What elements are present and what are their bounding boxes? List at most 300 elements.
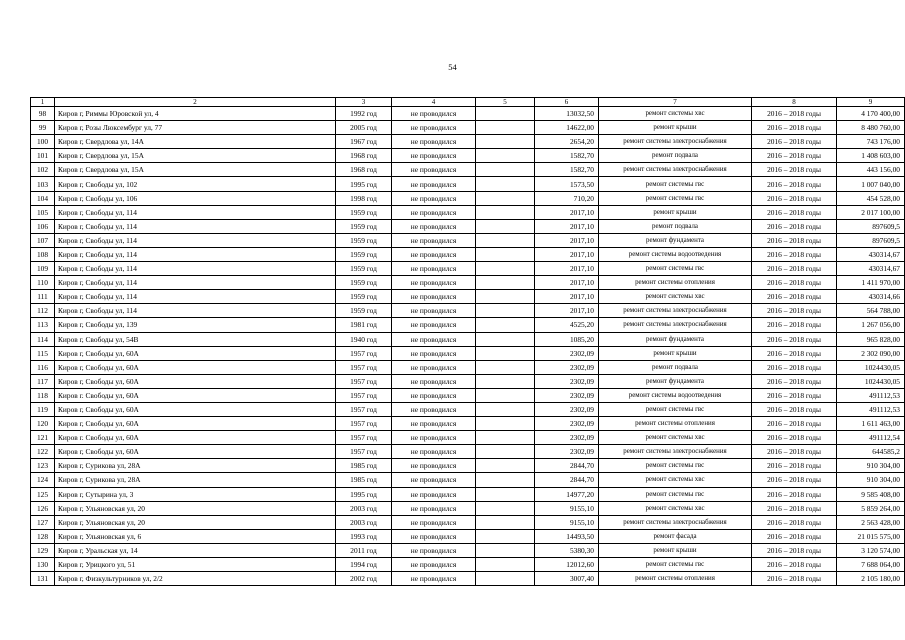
column-number-row — [31, 98, 905, 107]
area-cell: 4525,20 — [535, 318, 599, 332]
address-cell: Киров г, Свободы ул, 60А — [55, 445, 336, 459]
build-year-cell: 1959 год — [336, 262, 392, 276]
build-year-cell: 1994 год — [336, 558, 392, 572]
survey-status-cell: не проводился — [392, 346, 476, 360]
address-cell: Киров г, Свободы ул, 114 — [55, 219, 336, 233]
address-cell: Киров г, Свободы ул, 114 — [55, 233, 336, 247]
row-number-cell: 127 — [31, 515, 55, 529]
empty-cell — [476, 445, 535, 459]
empty-cell — [476, 529, 535, 543]
address-cell: Киров г, Свердлова ул, 15А — [55, 163, 336, 177]
empty-cell — [476, 247, 535, 261]
row-number-cell: 117 — [31, 374, 55, 388]
cost-cell: 2 302 090,00 — [837, 346, 905, 360]
table-row — [31, 318, 905, 332]
row-number-cell: 119 — [31, 402, 55, 416]
table-row — [31, 219, 905, 233]
address-cell: Киров г, Свободы ул, 139 — [55, 318, 336, 332]
survey-status-cell: не проводился — [392, 163, 476, 177]
row-number-cell: 109 — [31, 262, 55, 276]
period-cell: 2016 – 2018 годы — [752, 205, 837, 219]
column-header: 4 — [392, 98, 476, 107]
empty-cell — [476, 233, 535, 247]
survey-status-cell: не проводился — [392, 219, 476, 233]
address-cell: Киров г, Ульяновская ул, 20 — [55, 515, 336, 529]
cost-cell: 965 828,00 — [837, 332, 905, 346]
table-row — [31, 346, 905, 360]
period-cell: 2016 – 2018 годы — [752, 529, 837, 543]
period-cell: 2016 – 2018 годы — [752, 332, 837, 346]
table-row — [31, 473, 905, 487]
build-year-cell: 1998 год — [336, 191, 392, 205]
work-type-cell: ремонт системы хвс — [599, 473, 752, 487]
table-row — [31, 163, 905, 177]
work-type-cell: ремонт системы электроснабжения — [599, 515, 752, 529]
address-cell: Киров г. Свободы ул, 60А — [55, 431, 336, 445]
survey-status-cell: не проводился — [392, 501, 476, 515]
cost-cell: 443 156,00 — [837, 163, 905, 177]
period-cell: 2016 – 2018 годы — [752, 149, 837, 163]
table-row — [31, 177, 905, 191]
row-number-cell: 120 — [31, 417, 55, 431]
survey-status-cell: не проводился — [392, 572, 476, 586]
address-cell: Киров г, Сурикова ул, 28А — [55, 473, 336, 487]
survey-status-cell: не проводился — [392, 191, 476, 205]
cost-cell: 430314,67 — [837, 247, 905, 261]
row-number-cell: 130 — [31, 558, 55, 572]
table-row — [31, 529, 905, 543]
empty-cell — [476, 558, 535, 572]
row-number-cell: 107 — [31, 233, 55, 247]
cost-cell: 897609,5 — [837, 233, 905, 247]
address-cell: Киров г, Свободы ул, 60А — [55, 402, 336, 416]
empty-cell — [476, 290, 535, 304]
column-header: 1 — [31, 98, 55, 107]
area-cell: 2302,09 — [535, 374, 599, 388]
period-cell: 2016 – 2018 годы — [752, 290, 837, 304]
period-cell: 2016 – 2018 годы — [752, 276, 837, 290]
build-year-cell: 1995 год — [336, 177, 392, 191]
row-number-cell: 111 — [31, 290, 55, 304]
work-type-cell: ремонт фундамента — [599, 233, 752, 247]
area-cell: 14977,20 — [535, 487, 599, 501]
cost-cell: 564 788,00 — [837, 304, 905, 318]
work-type-cell: ремонт системы гвс — [599, 487, 752, 501]
address-cell: Киров г, Риммы Юровской ул, 4 — [55, 107, 336, 121]
cost-cell: 1 007 040,00 — [837, 177, 905, 191]
row-number-cell: 116 — [31, 360, 55, 374]
build-year-cell: 2005 год — [336, 121, 392, 135]
column-header: 3 — [336, 98, 392, 107]
empty-cell — [476, 543, 535, 557]
work-type-cell: ремонт системы электроснабжения — [599, 445, 752, 459]
area-cell: 13032,50 — [535, 107, 599, 121]
period-cell: 2016 – 2018 годы — [752, 501, 837, 515]
work-type-cell: ремонт системы хвс — [599, 501, 752, 515]
row-number-cell: 114 — [31, 332, 55, 346]
address-cell: Киров г, Свободы ул, 60А — [55, 374, 336, 388]
column-header: 5 — [476, 98, 535, 107]
build-year-cell: 1985 год — [336, 473, 392, 487]
empty-cell — [476, 149, 535, 163]
address-cell: Киров г, Свободы ул, 114 — [55, 247, 336, 261]
work-type-cell: ремонт системы водоотведения — [599, 247, 752, 261]
work-type-cell: ремонт системы гвс — [599, 402, 752, 416]
period-cell: 2016 – 2018 годы — [752, 318, 837, 332]
build-year-cell: 1995 год — [336, 487, 392, 501]
survey-status-cell: не проводился — [392, 233, 476, 247]
period-cell: 2016 – 2018 годы — [752, 304, 837, 318]
period-cell: 2016 – 2018 годы — [752, 459, 837, 473]
cost-cell: 430314,66 — [837, 290, 905, 304]
column-header: 7 — [599, 98, 752, 107]
address-cell: Киров г, Свободы ул, 114 — [55, 290, 336, 304]
build-year-cell: 1957 год — [336, 360, 392, 374]
area-cell: 2302,09 — [535, 388, 599, 402]
survey-status-cell: не проводился — [392, 529, 476, 543]
empty-cell — [476, 388, 535, 402]
address-cell: Киров г, Сутырина ул, 3 — [55, 487, 336, 501]
cost-cell: 5 859 264,00 — [837, 501, 905, 515]
address-cell: Киров г, Сурикова ул, 28А — [55, 459, 336, 473]
area-cell: 2302,09 — [535, 445, 599, 459]
row-number-cell: 106 — [31, 219, 55, 233]
row-number-cell: 99 — [31, 121, 55, 135]
table-row — [31, 332, 905, 346]
address-cell: Киров г, Свободы ул, 60А — [55, 417, 336, 431]
row-number-cell: 128 — [31, 529, 55, 543]
period-cell: 2016 – 2018 годы — [752, 431, 837, 445]
build-year-cell: 1957 год — [336, 346, 392, 360]
work-type-cell: ремонт системы хвс — [599, 107, 752, 121]
cost-cell: 897609,5 — [837, 219, 905, 233]
survey-status-cell: не проводился — [392, 121, 476, 135]
build-year-cell: 1940 год — [336, 332, 392, 346]
row-number-cell: 112 — [31, 304, 55, 318]
build-year-cell: 1985 год — [336, 459, 392, 473]
cost-cell: 2 563 428,00 — [837, 515, 905, 529]
row-number-cell: 113 — [31, 318, 55, 332]
period-cell: 2016 – 2018 годы — [752, 346, 837, 360]
area-cell: 2302,09 — [535, 360, 599, 374]
table-row — [31, 290, 905, 304]
area-cell: 12012,60 — [535, 558, 599, 572]
survey-status-cell: не проводился — [392, 276, 476, 290]
period-cell: 2016 – 2018 годы — [752, 262, 837, 276]
empty-cell — [476, 135, 535, 149]
row-number-cell: 105 — [31, 205, 55, 219]
build-year-cell: 1959 год — [336, 233, 392, 247]
table-row — [31, 572, 905, 586]
build-year-cell: 1957 год — [336, 445, 392, 459]
table-row — [31, 487, 905, 501]
work-type-cell: ремонт системы хвс — [599, 290, 752, 304]
period-cell: 2016 – 2018 годы — [752, 445, 837, 459]
area-cell: 1085,20 — [535, 332, 599, 346]
area-cell: 2302,09 — [535, 346, 599, 360]
address-cell: Киров г, Розы Люксембург ул, 77 — [55, 121, 336, 135]
period-cell: 2016 – 2018 годы — [752, 473, 837, 487]
period-cell: 2016 – 2018 годы — [752, 219, 837, 233]
empty-cell — [476, 431, 535, 445]
page-number: 54 — [448, 62, 457, 72]
area-cell: 1582,70 — [535, 163, 599, 177]
empty-cell — [476, 515, 535, 529]
survey-status-cell: не проводился — [392, 558, 476, 572]
address-cell: Киров г, Свердлова ул, 14А — [55, 135, 336, 149]
work-type-cell: ремонт системы электроснабжения — [599, 304, 752, 318]
survey-status-cell: не проводился — [392, 473, 476, 487]
capital-repair-table — [30, 97, 905, 586]
period-cell: 2016 – 2018 годы — [752, 374, 837, 388]
period-cell: 2016 – 2018 годы — [752, 487, 837, 501]
build-year-cell: 1968 год — [336, 163, 392, 177]
column-header: 8 — [752, 98, 837, 107]
survey-status-cell: не проводился — [392, 487, 476, 501]
cost-cell: 454 528,00 — [837, 191, 905, 205]
column-header: 2 — [55, 98, 336, 107]
period-cell: 2016 – 2018 годы — [752, 543, 837, 557]
work-type-cell: ремонт системы гвс — [599, 262, 752, 276]
work-type-cell: ремонт крыши — [599, 543, 752, 557]
cost-cell: 1024430,05 — [837, 374, 905, 388]
survey-status-cell: не проводился — [392, 445, 476, 459]
cost-cell: 491112,54 — [837, 431, 905, 445]
table-row — [31, 121, 905, 135]
survey-status-cell: не проводился — [392, 247, 476, 261]
build-year-cell: 1959 год — [336, 219, 392, 233]
period-cell: 2016 – 2018 годы — [752, 135, 837, 149]
empty-cell — [476, 276, 535, 290]
cost-cell: 1024430,05 — [837, 360, 905, 374]
empty-cell — [476, 107, 535, 121]
row-number-cell: 110 — [31, 276, 55, 290]
build-year-cell: 1968 год — [336, 149, 392, 163]
build-year-cell: 1959 год — [336, 205, 392, 219]
survey-status-cell: не проводился — [392, 388, 476, 402]
cost-cell: 743 176,00 — [837, 135, 905, 149]
work-type-cell: ремонт системы отопления — [599, 276, 752, 290]
work-type-cell: ремонт системы отопления — [599, 572, 752, 586]
table-row — [31, 402, 905, 416]
empty-cell — [476, 304, 535, 318]
period-cell: 2016 – 2018 годы — [752, 558, 837, 572]
cost-cell: 1 611 463,00 — [837, 417, 905, 431]
survey-status-cell: не проводился — [392, 360, 476, 374]
area-cell: 2302,09 — [535, 417, 599, 431]
period-cell: 2016 – 2018 годы — [752, 163, 837, 177]
table-row — [31, 247, 905, 261]
work-type-cell: ремонт подвала — [599, 219, 752, 233]
table-row — [31, 374, 905, 388]
build-year-cell: 2003 год — [336, 501, 392, 515]
table-row — [31, 233, 905, 247]
address-cell: Киров г, Свердлова ул, 15А — [55, 149, 336, 163]
address-cell: Киров г, Свободы ул, 60А — [55, 360, 336, 374]
area-cell: 2017,10 — [535, 205, 599, 219]
empty-cell — [476, 346, 535, 360]
empty-cell — [476, 374, 535, 388]
area-cell: 2017,10 — [535, 219, 599, 233]
address-cell: Киров г. Свободы ул, 60А — [55, 388, 336, 402]
build-year-cell: 1981 год — [336, 318, 392, 332]
build-year-cell: 2003 год — [336, 515, 392, 529]
survey-status-cell: не проводился — [392, 515, 476, 529]
empty-cell — [476, 402, 535, 416]
build-year-cell: 1957 год — [336, 431, 392, 445]
work-type-cell: ремонт системы гвс — [599, 459, 752, 473]
empty-cell — [476, 121, 535, 135]
table-row — [31, 304, 905, 318]
build-year-cell: 1957 год — [336, 417, 392, 431]
cost-cell: 910 304,00 — [837, 459, 905, 473]
row-number-cell: 104 — [31, 191, 55, 205]
address-cell: Киров г, Ульяновская ул, 6 — [55, 529, 336, 543]
area-cell: 2302,09 — [535, 402, 599, 416]
cost-cell: 21 015 575,00 — [837, 529, 905, 543]
table-row — [31, 558, 905, 572]
address-cell: Киров г, Ульяновская ул, 20 — [55, 501, 336, 515]
table-row — [31, 191, 905, 205]
build-year-cell: 1957 год — [336, 402, 392, 416]
build-year-cell: 2011 год — [336, 543, 392, 557]
empty-cell — [476, 219, 535, 233]
row-number-cell: 131 — [31, 572, 55, 586]
address-cell: Киров г, Свободы ул, 106 — [55, 191, 336, 205]
table-row — [31, 135, 905, 149]
cost-cell: 1 267 056,00 — [837, 318, 905, 332]
empty-cell — [476, 262, 535, 276]
empty-cell — [476, 501, 535, 515]
survey-status-cell: не проводился — [392, 402, 476, 416]
area-cell: 2017,10 — [535, 304, 599, 318]
column-header: 9 — [837, 98, 905, 107]
survey-status-cell: не проводился — [392, 205, 476, 219]
table-row — [31, 431, 905, 445]
work-type-cell: ремонт крыши — [599, 346, 752, 360]
area-cell: 1573,50 — [535, 177, 599, 191]
work-type-cell: ремонт системы гвс — [599, 177, 752, 191]
area-cell: 2017,10 — [535, 262, 599, 276]
period-cell: 2016 – 2018 годы — [752, 388, 837, 402]
survey-status-cell: не проводился — [392, 290, 476, 304]
period-cell: 2016 – 2018 годы — [752, 107, 837, 121]
work-type-cell: ремонт фундамента — [599, 332, 752, 346]
cost-cell: 7 688 064,00 — [837, 558, 905, 572]
work-type-cell: ремонт крыши — [599, 205, 752, 219]
survey-status-cell: не проводился — [392, 417, 476, 431]
cost-cell: 1 408 603,00 — [837, 149, 905, 163]
cost-cell: 644585,2 — [837, 445, 905, 459]
row-number-cell: 123 — [31, 459, 55, 473]
work-type-cell: ремонт системы электроснабжения — [599, 163, 752, 177]
work-type-cell: ремонт системы электроснабжения — [599, 135, 752, 149]
work-type-cell: ремонт подвала — [599, 149, 752, 163]
empty-cell — [476, 459, 535, 473]
area-cell: 2654,20 — [535, 135, 599, 149]
empty-cell — [476, 487, 535, 501]
empty-cell — [476, 332, 535, 346]
table-row — [31, 107, 905, 121]
table-row — [31, 515, 905, 529]
address-cell: Киров г, Свободы ул, 114 — [55, 276, 336, 290]
area-cell: 2302,09 — [535, 431, 599, 445]
row-number-cell: 124 — [31, 473, 55, 487]
area-cell: 5380,30 — [535, 543, 599, 557]
build-year-cell: 1993 год — [336, 529, 392, 543]
cost-cell: 491112,53 — [837, 402, 905, 416]
empty-cell — [476, 205, 535, 219]
cost-cell: 3 120 574,00 — [837, 543, 905, 557]
cost-cell: 8 480 760,00 — [837, 121, 905, 135]
period-cell: 2016 – 2018 годы — [752, 177, 837, 191]
work-type-cell: ремонт фундамента — [599, 374, 752, 388]
work-type-cell: ремонт системы хвс — [599, 431, 752, 445]
area-cell: 14622,00 — [535, 121, 599, 135]
survey-status-cell: не проводился — [392, 262, 476, 276]
cost-cell: 910 304,00 — [837, 473, 905, 487]
table-row — [31, 149, 905, 163]
survey-status-cell: не проводился — [392, 543, 476, 557]
empty-cell — [476, 177, 535, 191]
area-cell: 2017,10 — [535, 290, 599, 304]
area-cell: 1582,70 — [535, 149, 599, 163]
period-cell: 2016 – 2018 годы — [752, 233, 837, 247]
cost-cell: 4 170 400,00 — [837, 107, 905, 121]
address-cell: Киров г, Уральская ул, 14 — [55, 543, 336, 557]
period-cell: 2016 – 2018 годы — [752, 572, 837, 586]
row-number-cell: 115 — [31, 346, 55, 360]
row-number-cell: 101 — [31, 149, 55, 163]
empty-cell — [476, 163, 535, 177]
period-cell: 2016 – 2018 годы — [752, 417, 837, 431]
table-row — [31, 360, 905, 374]
row-number-cell: 118 — [31, 388, 55, 402]
area-cell: 9155,10 — [535, 501, 599, 515]
row-number-cell: 129 — [31, 543, 55, 557]
survey-status-cell: не проводился — [392, 149, 476, 163]
row-number-cell: 98 — [31, 107, 55, 121]
work-type-cell: ремонт крыши — [599, 121, 752, 135]
row-number-cell: 102 — [31, 163, 55, 177]
build-year-cell: 1959 год — [336, 276, 392, 290]
period-cell: 2016 – 2018 годы — [752, 402, 837, 416]
build-year-cell: 1959 год — [336, 304, 392, 318]
cost-cell: 491112,53 — [837, 388, 905, 402]
build-year-cell: 1967 год — [336, 135, 392, 149]
table-row — [31, 205, 905, 219]
work-type-cell: ремонт системы отопления — [599, 417, 752, 431]
work-type-cell: ремонт фасада — [599, 529, 752, 543]
address-cell: Киров г, Свободы ул, 114 — [55, 262, 336, 276]
work-type-cell: ремонт системы электроснабжения — [599, 318, 752, 332]
area-cell: 14493,50 — [535, 529, 599, 543]
survey-status-cell: не проводился — [392, 431, 476, 445]
row-number-cell: 108 — [31, 247, 55, 261]
survey-status-cell: не проводился — [392, 304, 476, 318]
table-row — [31, 501, 905, 515]
survey-status-cell: не проводился — [392, 107, 476, 121]
column-header: 6 — [535, 98, 599, 107]
area-cell: 3007,40 — [535, 572, 599, 586]
survey-status-cell: не проводился — [392, 332, 476, 346]
area-cell: 2844,70 — [535, 473, 599, 487]
area-cell: 2017,10 — [535, 276, 599, 290]
build-year-cell: 1992 год — [336, 107, 392, 121]
row-number-cell: 121 — [31, 431, 55, 445]
address-cell: Киров г, Свободы ул, 54В — [55, 332, 336, 346]
survey-status-cell: не проводился — [392, 177, 476, 191]
